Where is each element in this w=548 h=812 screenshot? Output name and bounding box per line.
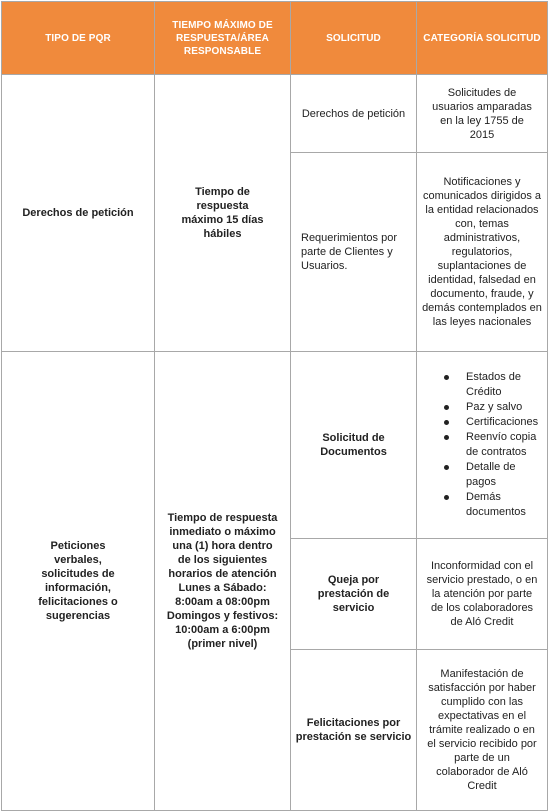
- tiempo-derechos-peticion: Tiempo de respuesta máximo 15 días hábiles: [155, 75, 291, 352]
- tiempo-peticiones-verbales: Tiempo de respuesta inmediato o máximo una (1) hora dentro de los siguientes horarios de atención Lunes a Sábado: 8:00am a 08:00pm Domingos y festivos: 10:00am a 6:00pm (primer nivel): [155, 352, 291, 811]
- bullet-icon: [444, 375, 449, 380]
- list-item: Detalle de pagos: [444, 460, 542, 490]
- documents-list: [422, 370, 542, 520]
- solicitud-queja: Queja por prestación de servicio: [291, 538, 417, 649]
- header-tipo: TIPO DE PQR: [2, 2, 155, 75]
- header-categoria: CATEGORÍA SOLICITUD: [417, 2, 548, 75]
- list-item: Reenvío copia de contratos: [444, 430, 542, 460]
- bullet-icon: [444, 465, 449, 470]
- header-row: [2, 2, 548, 75]
- categoria-requerimientos: Notificaciones y comunicados dirigidos a la entidad relacionados con, temas administrativos, regulatorios, suplantaciones de identidad, falsedad en documento, fraude, y demás contemplados en las leyes nacionales: [417, 153, 548, 352]
- list-item: Paz y salvo: [444, 400, 542, 415]
- header-tiempo: TIEMPO MÁXIMO DE RESPUESTA/ÁREA RESPONSABLE: [155, 2, 291, 75]
- categoria-documentos: [417, 352, 548, 538]
- bullet-icon: [444, 495, 449, 500]
- table-row: [2, 352, 548, 538]
- bullet-icon: [444, 405, 449, 410]
- list-item: Estados de Crédito: [444, 370, 542, 400]
- bullet-icon: [444, 435, 449, 440]
- tipo-peticiones-verbales: Peticiones verbales, solicitudes de información, felicitaciones o sugerencias: [2, 352, 155, 811]
- solicitud-felicitaciones: Felicitaciones por prestación se servicio: [291, 649, 417, 810]
- solicitud-documentos: Solicitud de Documentos: [291, 352, 417, 538]
- categoria-felicitaciones: Manifestación de satisfacción por haber cumplido con las expectativas en el trámite realizado o en el servicio recibido por parte de un colaborador de Aló Credit: [417, 649, 548, 810]
- list-item: Certificaciones: [444, 415, 542, 430]
- solicitud-requerimientos: Requerimientos por parte de Clientes y Usuarios.: [291, 153, 417, 352]
- header-solicitud: SOLICITUD: [291, 2, 417, 75]
- categoria-derechos-peticion: Solicitudes de usuarios amparadas en la ley 1755 de 2015: [417, 75, 548, 153]
- table-row: [2, 75, 548, 153]
- list-item: Demás documentos: [444, 490, 542, 520]
- bullet-icon: [444, 420, 449, 425]
- pqr-table: [1, 1, 548, 811]
- tipo-derechos-peticion: Derechos de petición: [2, 75, 155, 352]
- categoria-queja: Inconformidad con el servicio prestado, o en la atención por parte de los colaboradores de Aló Credit: [417, 538, 548, 649]
- solicitud-derechos-peticion: Derechos de petición: [291, 75, 417, 153]
